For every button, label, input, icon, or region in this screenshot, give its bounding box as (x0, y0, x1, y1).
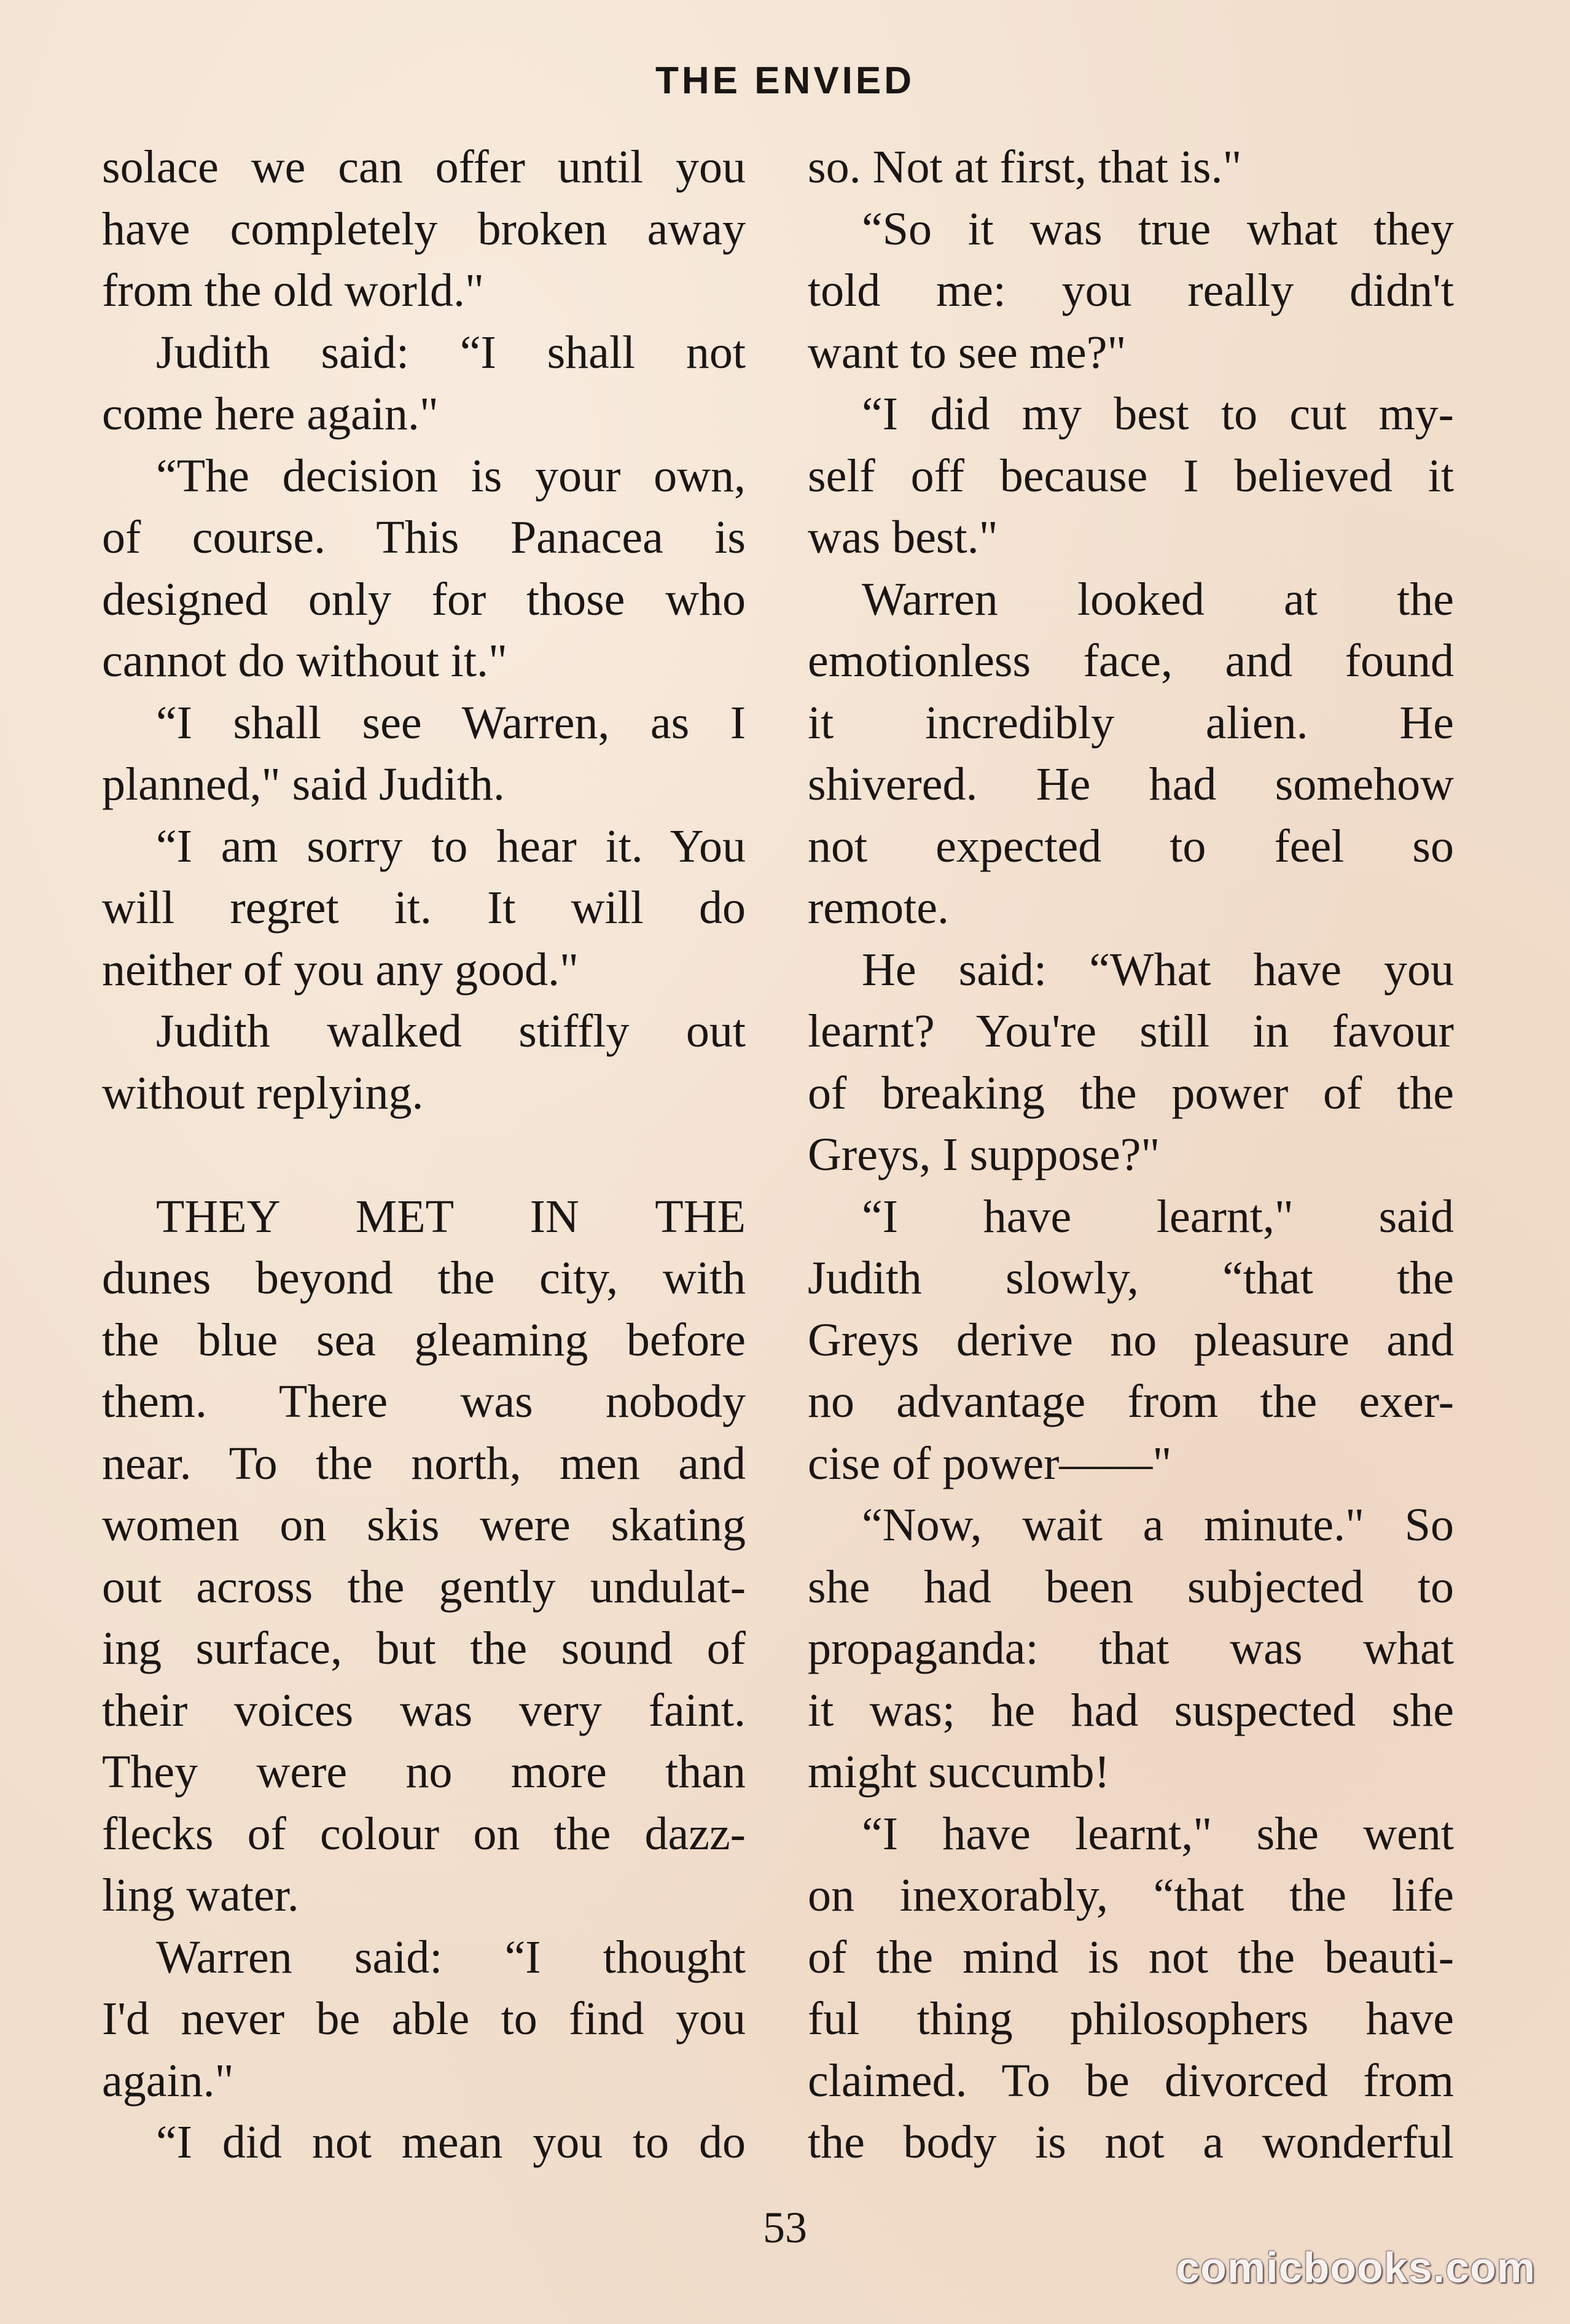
text-line: of the mind is not the beauti- (808, 1931, 1454, 1983)
text-line: They were no more than (102, 1746, 746, 1798)
text-line: no advantage from the exer- (808, 1376, 1454, 1427)
text-line: “So it was true what they (862, 203, 1454, 255)
text-line: learnt? You're still in favour (808, 1005, 1454, 1057)
text-line: emotionless face, and found (808, 635, 1454, 687)
text-line: it incredibly alien. He (808, 696, 1454, 749)
text-line: “I did not mean you to do (156, 2116, 746, 2168)
text-line: the blue sea gleaming before (102, 1314, 746, 1366)
text-line: near. To the north, men and (102, 1437, 746, 1489)
text-line: “I am sorry to hear it. You (156, 820, 746, 872)
text-line: He said: “What have you (862, 943, 1454, 996)
page-number: 53 (763, 2203, 807, 2252)
text-line: not expected to feel so (808, 820, 1454, 872)
text-line: Judith slowly, “that the (808, 1252, 1454, 1304)
text-line: have completely broken away (102, 203, 746, 255)
text-line: of breaking the power of the (808, 1067, 1454, 1119)
text-line: claimed. To be divorced from (808, 2054, 1454, 2107)
text-line: remote. (808, 882, 950, 934)
text-line: neither of you any good." (102, 943, 579, 996)
text-line: come here again." (102, 388, 439, 440)
text-line: flecks of colour on the dazz- (102, 1807, 746, 1860)
text-line: Warren said: “I thought (156, 1931, 746, 1983)
text-line: “I have learnt," she went (862, 1807, 1454, 1860)
text-line: the body is not a wonderful (808, 2116, 1454, 2168)
text-line: she had been subjected to (808, 1561, 1454, 1613)
right-text-column (808, 136, 1454, 2174)
text-line: Judith walked stiffly out (156, 1005, 746, 1057)
section-break (102, 1124, 746, 1186)
text-line: Greys, I suppose?" (808, 1129, 1160, 1180)
text-line: cise of power——" (808, 1437, 1172, 1489)
text-line: planned," said Judith. (102, 758, 505, 810)
text-line: shivered. He had somehow (808, 758, 1454, 810)
text-line: designed only for those who (102, 573, 746, 625)
text-line: without replying. (102, 1067, 424, 1119)
text-line: women on skis were skating (102, 1499, 746, 1551)
text-line: “Now, wait a minute." So (862, 1499, 1454, 1551)
running-header: THE ENVIED (655, 60, 915, 102)
text-line: was best." (808, 512, 998, 563)
text-line: want to see me?" (808, 326, 1127, 378)
text-line: “I have learnt," said (862, 1190, 1454, 1242)
text-line: cannot do without it." (102, 635, 508, 687)
text-line: out across the gently undulat- (102, 1561, 746, 1613)
text-line: ful thing philosophers have (808, 1993, 1454, 2045)
text-line: solace we can offer until you (102, 141, 746, 193)
text-line: so. Not at first, that is." (808, 141, 1242, 193)
text-line: I'd never be able to find you (102, 1993, 746, 2045)
text-line: from the old world." (102, 265, 485, 316)
text-line: Greys derive no pleasure and (808, 1314, 1454, 1366)
text-line: told me: you really didn't (808, 265, 1454, 316)
text-line: “The decision is your own, (156, 450, 746, 502)
text-line: Warren looked at the (862, 573, 1454, 625)
text-line: self off because I believed it (808, 450, 1454, 502)
left-text-column (102, 136, 746, 2174)
text-line: again." (102, 2054, 234, 2107)
text-line: ing surface, but the sound of (102, 1623, 746, 1674)
text-line: “I did my best to cut my- (862, 388, 1454, 440)
text-line: them. There was nobody (102, 1376, 746, 1427)
text-line: THEY MET IN THE (156, 1190, 746, 1242)
text-line: might succumb! (808, 1746, 1110, 1798)
text-line: will regret it. It will do (102, 882, 746, 934)
text-line: of course. This Panacea is (102, 512, 746, 563)
text-line: their voices was very faint. (102, 1684, 746, 1736)
text-line: propaganda: that was what (808, 1623, 1454, 1674)
text-line: “I shall see Warren, as I (156, 696, 746, 749)
text-line: it was; he had suspected she (808, 1684, 1454, 1736)
site-watermark: comicbooks.com (1176, 2244, 1536, 2291)
text-line: ling water. (102, 1870, 299, 1921)
text-line: Judith said: “I shall not (156, 326, 746, 378)
text-line: dunes beyond the city, with (102, 1252, 746, 1304)
text-line: on inexorably, “that the life (808, 1870, 1454, 1921)
